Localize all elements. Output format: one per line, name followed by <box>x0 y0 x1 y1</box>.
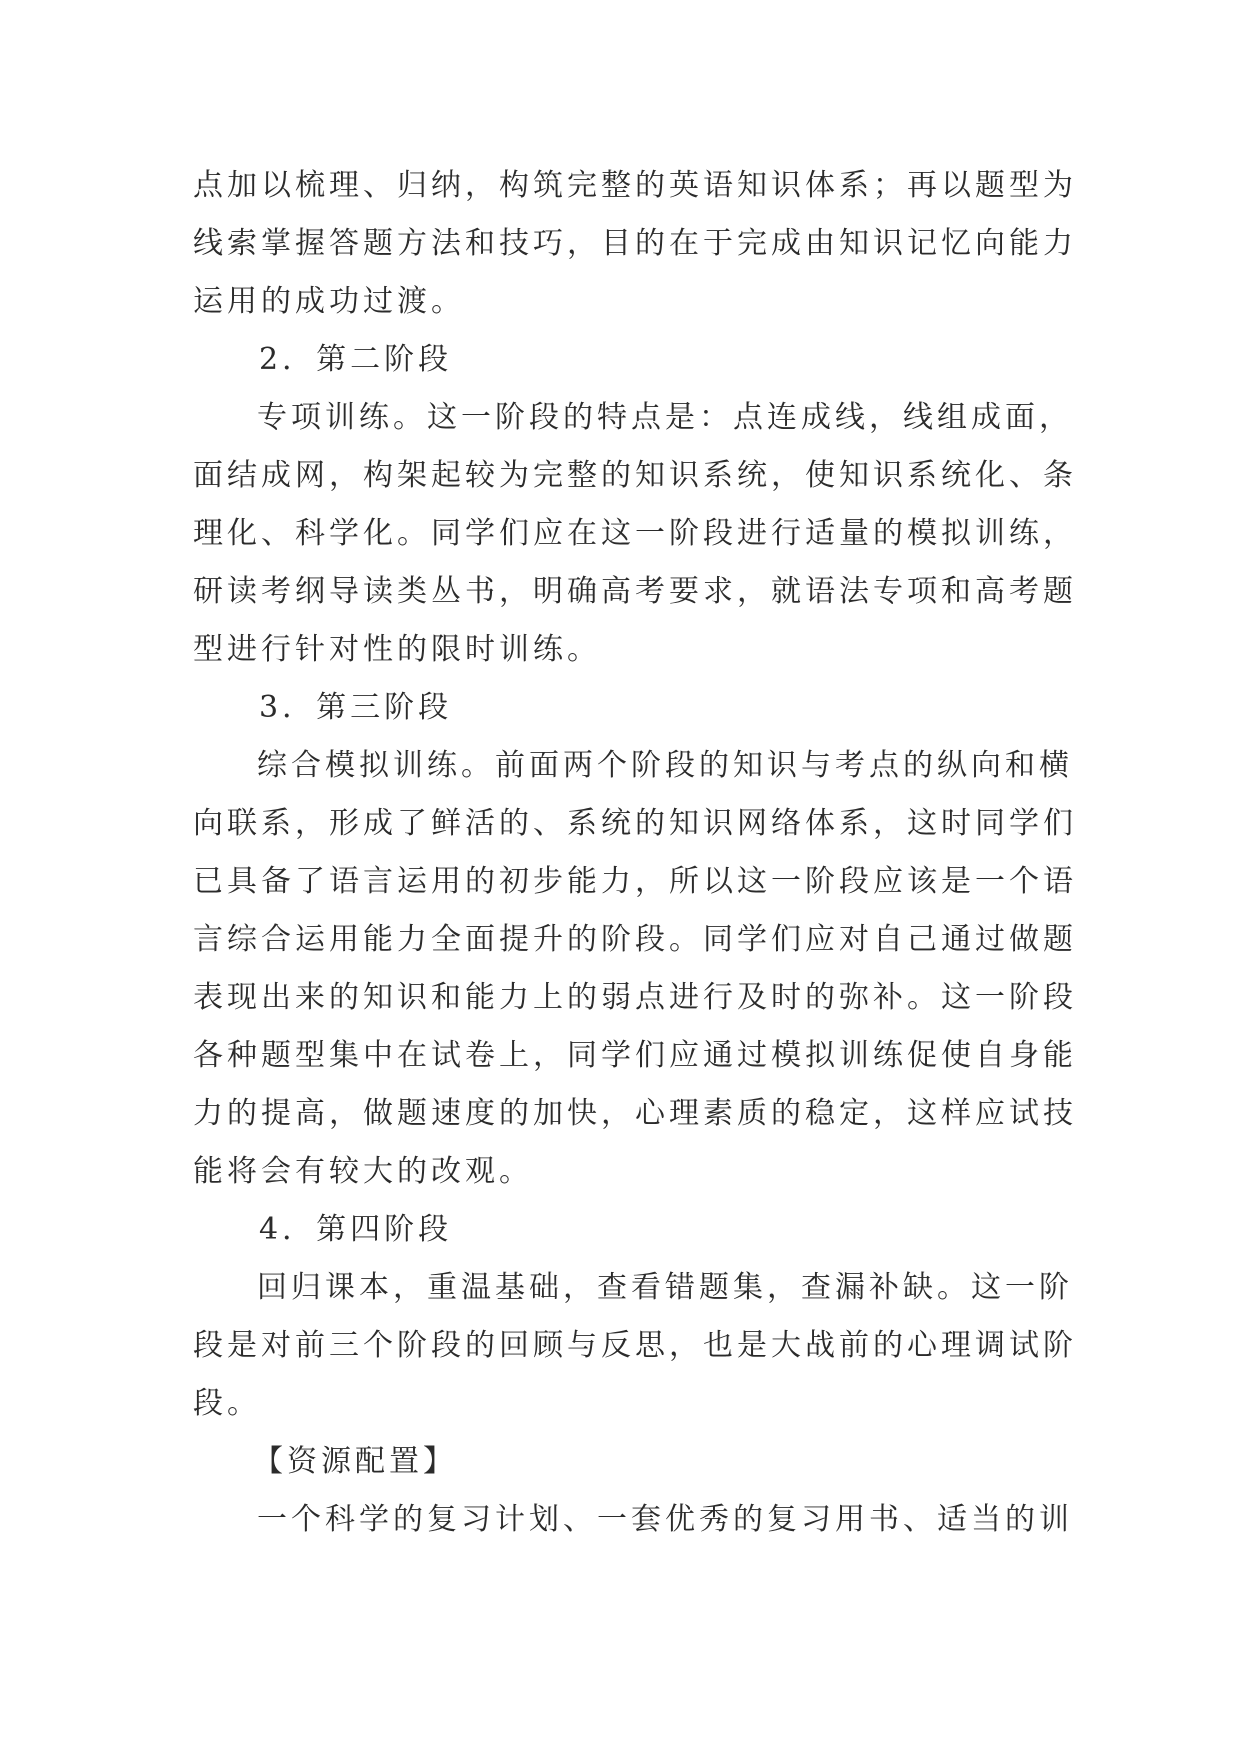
paragraph-line: 运用的成功过渡。 <box>193 284 465 319</box>
paragraph-line: 面结成网，构架起较为完整的知识系统，使知识系统化、条 <box>193 458 1077 493</box>
section-heading: 3．第三阶段 <box>259 690 453 725</box>
paragraph-line: 力的提高，做题速度的加快，心理素质的稳定，这样应试技 <box>193 1096 1077 1131</box>
paragraph-line: 型进行针对性的限时训练。 <box>193 632 601 667</box>
section-heading: 2．第二阶段 <box>259 342 453 377</box>
paragraph-line: 综合模拟训练。前面两个阶段的知识与考点的纵向和横 <box>257 748 1073 783</box>
paragraph-line: 能将会有较大的改观。 <box>193 1154 533 1189</box>
paragraph-line: 段。 <box>193 1386 261 1421</box>
section-heading: 4．第四阶段 <box>259 1212 453 1247</box>
paragraph-line: 一个科学的复习计划、一套优秀的复习用书、适当的训 <box>257 1502 1073 1537</box>
paragraph-line: 研读考纲导读类丛书，明确高考要求，就语法专项和高考题 <box>193 574 1077 609</box>
paragraph-line: 点加以梳理、归纳，构筑完整的英语知识体系；再以题型为 <box>193 168 1077 203</box>
paragraph-line: 段是对前三个阶段的回顾与反思，也是大战前的心理调试阶 <box>193 1328 1077 1363</box>
paragraph-line: 理化、科学化。同学们应在这一阶段进行适量的模拟训练， <box>193 516 1077 551</box>
paragraph-line: 言综合运用能力全面提升的阶段。同学们应对自己通过做题 <box>193 922 1077 957</box>
paragraph-line: 已具备了语言运用的初步能力，所以这一阶段应该是一个语 <box>193 864 1077 899</box>
paragraph-line: 向联系，形成了鲜活的、系统的知识网络体系，这时同学们 <box>193 806 1077 841</box>
paragraph-line: 表现出来的知识和能力上的弱点进行及时的弥补。这一阶段 <box>193 980 1077 1015</box>
document-body <box>193 157 1077 1549</box>
resource-heading: 【资源配置】 <box>253 1444 457 1479</box>
paragraph-line: 专项训练。这一阶段的特点是：点连成线，线组成面， <box>257 400 1073 435</box>
paragraph-line: 线索掌握答题方法和技巧，目的在于完成由知识记忆向能力 <box>193 226 1077 261</box>
paragraph-line: 回归课本，重温基础，查看错题集，查漏补缺。这一阶 <box>257 1270 1073 1305</box>
paragraph-line: 各种题型集中在试卷上，同学们应通过模拟训练促使自身能 <box>193 1038 1077 1073</box>
